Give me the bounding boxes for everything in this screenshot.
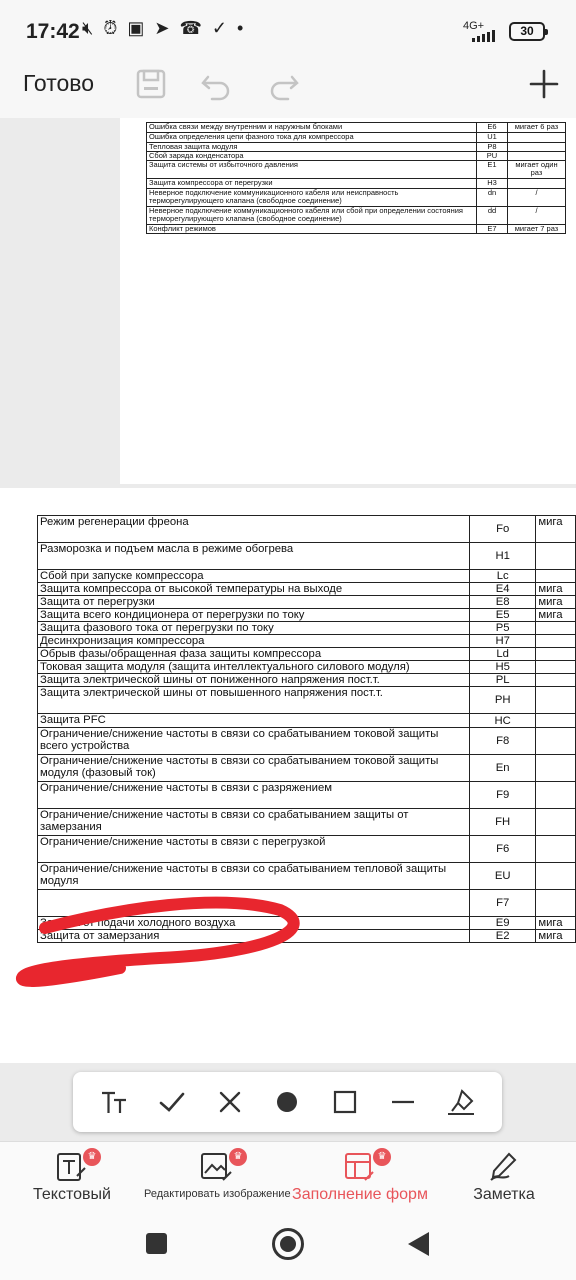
cell-note: / [508, 189, 566, 207]
cell-desc: Защита PFC [38, 714, 470, 728]
more-dots-icon: • [237, 18, 244, 38]
alarm-icon: ⏰︎ [103, 18, 118, 38]
cell-code: PU [477, 152, 508, 161]
cell-code: H5 [470, 661, 536, 674]
cell-note: / [508, 207, 566, 225]
table-row [147, 161, 566, 179]
cell-note: мига [536, 917, 576, 930]
dot-icon[interactable] [271, 1086, 303, 1118]
cell-desc: Ограничение/снижение частоты в связи со срабатыванием тепловой защиты модуля [38, 863, 470, 890]
nav-label: Текстовый [33, 1186, 111, 1203]
cell-desc: Защита фазового тока от перегрузки по току [38, 622, 470, 635]
cell-code: E1 [477, 161, 508, 179]
cell-note: мига [536, 516, 576, 543]
note-icon [487, 1150, 521, 1182]
table-row [147, 179, 566, 189]
cell-note [536, 543, 576, 570]
nav-label: Заметка [473, 1186, 535, 1203]
cell-desc: Защита компрессора от высокой температуры на выходе [38, 583, 470, 596]
table-row [38, 755, 576, 782]
cell-note [536, 570, 576, 583]
telegram-icon: ➤ [154, 18, 170, 38]
status-time: 17:42 [26, 20, 80, 43]
cell-code: P5 [470, 622, 536, 635]
cell-desc: Защита электрической шины от пониженного напряжения пост.т. [38, 674, 470, 687]
cell-desc: Токовая защита модуля (защита интеллектуального силового модуля) [38, 661, 470, 674]
checkmark-icon[interactable] [156, 1086, 188, 1118]
table-row [38, 543, 576, 570]
cell-note [536, 755, 576, 782]
table-row [147, 207, 566, 225]
cell-note [508, 179, 566, 189]
cell-desc: Неверное подключение коммуникационного кабеля или сбой при определении состояния терморегулирующего клапана (свободное соединение) [147, 207, 477, 225]
network-type: 4G+ [463, 20, 485, 32]
cell-desc: Ошибка связи между внутренним и наружным блоками [147, 123, 477, 133]
cell-desc: Защита от замерзания [38, 930, 470, 943]
home-button[interactable] [272, 1228, 304, 1260]
cell-code: E7 [477, 225, 508, 234]
save-icon[interactable] [131, 64, 171, 104]
error-table-1 [146, 122, 566, 234]
cell-code: Ld [470, 648, 536, 661]
cell-desc: Конфликт режимов [147, 225, 477, 234]
nav-item-text[interactable] [20, 1142, 124, 1212]
signal-icon [472, 30, 495, 42]
cell-code: PH [470, 687, 536, 714]
cell-desc: Сбой заряда конденсатора [147, 152, 477, 161]
missed-call-icon: ☎︎ [179, 18, 202, 38]
table-row [38, 863, 576, 890]
table-row [38, 609, 576, 622]
nav-label: Заполнение форм [292, 1186, 428, 1203]
table-row [38, 622, 576, 635]
cell-code: Lc [470, 570, 536, 583]
battery-icon [509, 22, 545, 41]
cell-note: мигает один раз [508, 161, 566, 179]
cell-desc: Обрыв фазы/обращенная фаза защиты компрессора [38, 648, 470, 661]
table-row [38, 809, 576, 836]
recents-button[interactable] [146, 1233, 167, 1254]
document-viewer[interactable] [0, 118, 576, 1063]
cell-note [536, 674, 576, 687]
cell-note: мигает 7 раз [508, 225, 566, 234]
table-row [147, 123, 566, 133]
image-edit-icon [199, 1150, 233, 1182]
cell-note: мига [536, 583, 576, 596]
battery-level: 30 [520, 24, 534, 38]
cell-code: H7 [470, 635, 536, 648]
cell-desc: Разморозка и подъем масла в режиме обогрева [38, 543, 470, 570]
signature-icon[interactable] [445, 1086, 477, 1118]
cell-note [536, 809, 576, 836]
notification-icons [82, 18, 243, 39]
nav-item-edit-image[interactable] [144, 1142, 291, 1212]
table-row [38, 728, 576, 755]
cell-note: мига [536, 930, 576, 943]
cross-icon[interactable] [214, 1086, 246, 1118]
form-fill-icon [343, 1150, 377, 1182]
cell-note [536, 714, 576, 728]
cell-code: E5 [470, 609, 536, 622]
cell-note [536, 687, 576, 714]
cell-code: Fo [470, 516, 536, 543]
cell-desc: Ограничение/снижение частоты в связи с перегрузкой [38, 836, 470, 863]
text-size-icon[interactable] [98, 1086, 130, 1118]
cell-desc: Неверное подключение коммуникационного кабеля или неисправность терморегулирующего клапана (свободное соединение) [147, 189, 477, 207]
cell-note: мига [536, 609, 576, 622]
cell-note [536, 836, 576, 863]
cell-desc: Ошибка определения цепи фазного тока для компрессора [147, 133, 477, 143]
cell-note [536, 622, 576, 635]
cell-code: En [470, 755, 536, 782]
table-row [147, 189, 566, 207]
cell-desc: Режим регенерации фреона [38, 516, 470, 543]
premium-crown-icon: ♛ [83, 1148, 101, 1166]
cell-code: E8 [470, 596, 536, 609]
cell-desc: Ограничение/снижение частоты в связи с разряжением [38, 782, 470, 809]
cell-note [536, 863, 576, 890]
table-row [38, 836, 576, 863]
cell-code: P8 [477, 143, 508, 152]
cell-desc: Защита всего кондиционера от перегрузки по току [38, 609, 470, 622]
cell-desc: Защита от подачи холодного воздуха [38, 917, 470, 930]
cell-code: PL [470, 674, 536, 687]
cell-note [536, 635, 576, 648]
cell-note: мигает 6 раз [508, 123, 566, 133]
undo-icon[interactable] [196, 64, 236, 104]
cell-desc: Защита системы от избыточного давления [147, 161, 477, 179]
cell-code: H3 [477, 179, 508, 189]
cell-code: EU [470, 863, 536, 890]
cell-code: HC [470, 714, 536, 728]
system-nav-bar [0, 1211, 576, 1280]
line-icon[interactable] [387, 1086, 419, 1118]
table-row [38, 596, 576, 609]
cell-desc: Ограничение/снижение частоты в связи со срабатыванием защиты от замерзания [38, 809, 470, 836]
cell-code: E9 [470, 917, 536, 930]
table-row [38, 661, 576, 674]
cell-code: F7 [470, 890, 536, 917]
cell-code: FH [470, 809, 536, 836]
top-toolbar [0, 62, 576, 118]
cell-desc: Ограничение/снижение частоты в связи со срабатыванием токовой защиты всего устройства [38, 728, 470, 755]
square-icon[interactable] [329, 1086, 361, 1118]
error-table-2 [37, 515, 576, 943]
cell-note [536, 890, 576, 917]
cell-note: мига [536, 596, 576, 609]
cell-code: dd [477, 207, 508, 225]
cell-code: U1 [477, 133, 508, 143]
premium-crown-icon: ♛ [373, 1148, 391, 1166]
nav-item-note[interactable] [462, 1142, 546, 1212]
done-button[interactable]: Готово [23, 70, 95, 96]
muted-icon: 🔇︎ [82, 18, 94, 38]
cell-code: F9 [470, 782, 536, 809]
cell-desc: Тепловая защита модуля [147, 143, 477, 152]
cell-code: F8 [470, 728, 536, 755]
cell-note [508, 143, 566, 152]
document-page-1 [120, 118, 576, 484]
table-row [38, 648, 576, 661]
cell-note [536, 648, 576, 661]
table-row [147, 225, 566, 234]
cell-code: E2 [470, 930, 536, 943]
cell-note [536, 782, 576, 809]
table-row [38, 687, 576, 714]
back-button[interactable] [408, 1232, 429, 1256]
cell-desc: Защита от перегрузки [38, 596, 470, 609]
cell-code: F6 [470, 836, 536, 863]
download-done-icon: ✓ [211, 18, 228, 38]
table-row [38, 516, 576, 543]
redo-icon[interactable] [264, 64, 304, 104]
cell-code: H1 [470, 543, 536, 570]
cell-desc: Сбой при запуске компрессора [38, 570, 470, 583]
cell-desc: Десинхронизация компрессора [38, 635, 470, 648]
cell-desc: Защита электрической шины от повышенного напряжения пост.т. [38, 687, 470, 714]
add-icon[interactable] [524, 64, 564, 104]
bottom-nav [0, 1141, 576, 1211]
cell-code: dn [477, 189, 508, 207]
table-row [38, 674, 576, 687]
status-bar [0, 0, 576, 62]
table-row [38, 782, 576, 809]
cell-note [508, 133, 566, 143]
premium-crown-icon: ♛ [229, 1148, 247, 1166]
nav-item-form-fill[interactable] [288, 1142, 432, 1212]
table-row [147, 133, 566, 143]
cell-desc: Защита компрессора от перегрузки [147, 179, 477, 189]
cell-note [536, 661, 576, 674]
cell-code: E4 [470, 583, 536, 596]
table-row [38, 583, 576, 596]
nav-label: Редактировать изображение [144, 1188, 291, 1200]
table-row [38, 635, 576, 648]
table-row [38, 714, 576, 728]
table-row [38, 570, 576, 583]
cell-desc: Ограничение/снижение частоты в связи со срабатыванием токовой защиты модуля (фазовый ток) [38, 755, 470, 782]
cell-code: E6 [477, 123, 508, 133]
cell-note [536, 728, 576, 755]
red-ink-annotation[interactable] [0, 888, 310, 998]
nfc-icon: ▣ [127, 18, 145, 38]
form-tools-bar [73, 1072, 502, 1132]
